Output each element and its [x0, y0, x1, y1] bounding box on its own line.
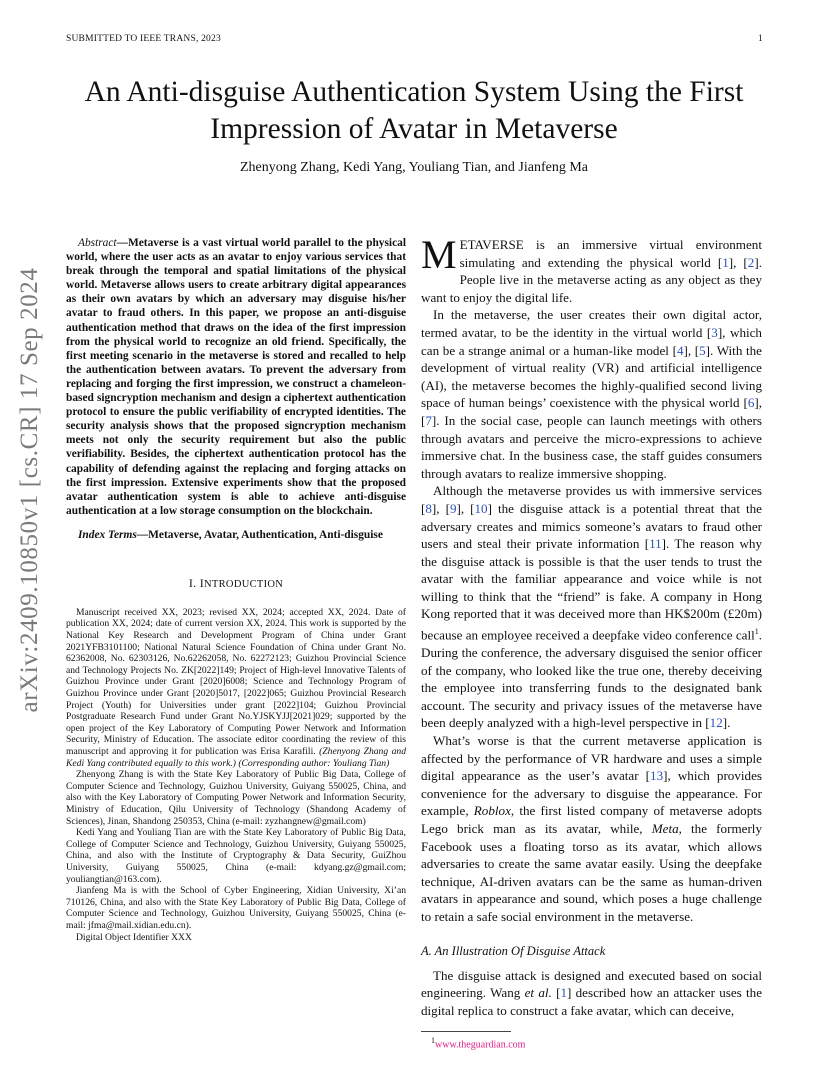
intro-paragraph: In the metaverse, the user creates their own digital actor, termed avatar, to be the identity in the virtual world [3], which can be a strange animal or a human-like model [4], [5]. With the development of virtual reality (VR) and artificial intelligence (AI), the metaverse becomes the highly-qualified second living space of human beings’ coexistence with the physical world [6], [7]. In the social case, people can launch meetings with others through avatars and perceive the micro-expressions to achieve immersive chat. In the business case, the staff guides consumers through avatars to realize immersive shopping.	[421, 307, 762, 481]
index-terms-text: —Metaverse, Avatar, Authentication, Anti-disguise	[136, 528, 383, 541]
author-affiliation: Kedi Yang and Youliang Tian are with the State Key Laboratory of Public Big Data, College of Computer Science and Technology, Guizhou University, Guiyang 550025, China, and also with the Institute of Cryptography & Data Security, GuiZhou University, Guiyang 550025, China (e-mail: kdyang.gz@gmail.com; youliangtian@163.com).	[66, 827, 406, 885]
right-column	[421, 232, 763, 1051]
author-affiliation: Zhenyong Zhang is with the State Key Laboratory of Public Big Data, College of Computer Science and Technology, Guizhou University, Guiyang 550025, China, and also with the Key Laboratory of Computing Power Network and Information Security, Ministry of Education, Qilu University of Technology (Shandong Academy of Sciences), Jinan, Shandong 250353, China (e-mail: zyzhangnew@gmail.com)	[66, 769, 406, 827]
index-terms	[66, 528, 406, 542]
index-terms-label: Index Terms	[78, 528, 137, 541]
subsection-heading: A. An Illustration Of Disguise Attack	[421, 943, 606, 958]
arxiv-id: arXiv:2409.10850v1 [cs.CR] 17 Sep 2024	[16, 267, 43, 713]
footnote-link[interactable]: www.theguardian.com	[435, 1039, 526, 1051]
arxiv-stamp	[10, 267, 50, 713]
header-journal: SUBMITTED TO IEEE TRANS, 2023	[66, 34, 221, 44]
abstract-label: Abstract	[78, 237, 117, 249]
paper-title: An Anti-disguise Authentication System Using the First Impression of Avatar in Metaverse	[84, 76, 744, 145]
funding-note: Manuscript received XX, 2023; revised XX, 2024; accepted XX, 2024. Date of publication XX, 2024; date of current version XX, 2024. This work is supported by the National Key Research and Development Program of China under Grant 2021YFB3101100; National Natural Science Foundation of China under Grant No. 62362008, No. 62303126, No.62262058, No. 62272123; Guizhou Provincial Science and Technology Projects No. ZK[2022]149; Project of High-level Innovative Talents of Guizhou Province under Grant [2020]6008; Science and Technology Program of Guizhou Province under Grant [2020]5017, [2022]065; Guizhou Provincial Research Project (Youth) for Universities under grant [2022]104; Guizhou Provincial Postgraduate Research Fund under Grant No.YJSKYJJ[2021]029; supported by the open project of the Key Laboratory of Computing Power Network and Information Security, Ministry of Education. The associate editor coordinating the review of this manuscript and approving it for publication was Erisa Karafili. (Zhenyong Zhang and Kedi Yang contributed equally to this work.) (Corresponding author: Youliang Tian)	[66, 606, 407, 769]
abstract	[66, 236, 406, 518]
intro-paragraph: Although the metaverse provides us with immersive services [8], [9], [10] the disguise attack is a potential threat that the adversary creates and mimics someone’s avatars to fraud other users and steal their private information [11]. The reason why the disguise attack is possible is that the user tends to trust the avatar with the familiar appearance and voice while is not willing to think that the “friend” is fake. A company in Hong Kong reported that it was deceived more than HK$200m (£20m) because an employee received a deepfake video conference call$^1$. During the conference, the adversary disguised the senior officer of the company, who looked like the true one, thereby deceiving the employee into transferring funds to the designated bank account. The security and privacy issues of the metaverse have been deeply analyzed with a high-level perspective in [12].	[421, 483, 763, 731]
doi-note: Digital Object Identifier XXX	[76, 931, 192, 943]
section-heading-introduction: I. INTRODUCTION	[188, 575, 284, 590]
drop-cap: M	[421, 232, 457, 277]
abstract-text: —Metaverse is a vast virtual world parallel to the physical world, where the user acts as an avatar to enjoy various services that break through the temporal and spatial limitations of the physical world. Metaverse allows users to create arbitrary digital appearances as their own avatars by which an adversary may disguise his/her avatar to fraud others. In this paper, we propose an anti-disguise authentication method that draws on the idea of the first impression from the physical world to recognize an old friend. Specifically, the first meeting scenario in the metaverse is stored and recalled to help the authentication between avatars. To prevent the adversary from replacing and forging the first impression, we construct a chameleon-based signcryption mechanism and design a ciphertext authentication protocol to ensure the public verifiability of encrypted identities. The security analysis shows that the proposed signcryption mechanism meets not only the security requirement but also the public verifiability. Besides, the ciphertext authentication protocol has the capability of defending against the replacing and forging attacks on the first impression. Extensive experiments show that the proposed avatar authentication system is able to achieve anti-disguise authentication at a low storage consumption on the blockchain.	[66, 237, 406, 517]
footnote: $^1$www.theguardian.com	[431, 1036, 526, 1051]
intro-paragraph: The disguise attack is designed and executed based on social engineering. Wang et al. [1] described how an attacker uses the digital replica to construct a fake avatar, which can deceive,	[421, 967, 763, 1018]
author-list: Zhenyong Zhang, Kedi Yang, Youliang Tian, and Jianfeng Ma	[239, 160, 589, 175]
author-affiliation: Jianfeng Ma is with the School of Cyber Engineering, Xidian University, Xi’an 710126, China, and also with the State Key Laboratory of Public Big Data, College of Computer Science and Technology, Guizhou University, Guiyang 550025, China (e-mail: jfma@mail.xidian.edu.cn).	[66, 885, 406, 931]
page-number: 1	[758, 34, 763, 44]
footnote-rule	[421, 1031, 511, 1032]
intro-paragraph: METAVERSE is an immersive virtual environment simulating and extending the physical world [1], [2]. People live in the metaverse acting as any object as they want to enjoy the digital life.	[421, 232, 762, 305]
intro-paragraph: What’s worse is that the current metaverse application is affected by the performance of VR hardware and uses a simple digital appearance as the user’s avatar [13], which provides convenience for the adversary to disguise the appearance. For example, Roblox, the first listed company of metaverse adopts Lego brick man as its avatar, while, Meta, the formerly Facebook uses a floating torso as its avatar, which allows adversaries to create the same avatar easily. Using the deepfake technique, AI-driven avatars can be the same as human-driven avatars in appearance and sound, which poses a huge challenge to retain a safe social environment in the metaverse.	[421, 732, 762, 924]
left-column	[66, 236, 406, 943]
author-footnotes	[66, 607, 406, 943]
